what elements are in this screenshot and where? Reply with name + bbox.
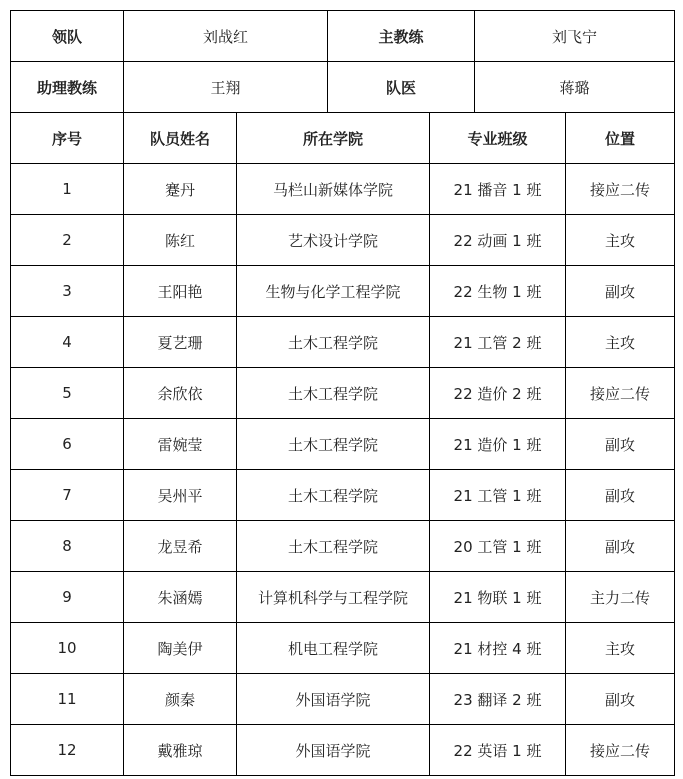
head-coach-value: 刘飞宁 (475, 11, 675, 62)
roster-table (10, 112, 675, 776)
cell-college: 土木工程学院 (237, 368, 430, 419)
table-row (11, 368, 675, 419)
table-row (11, 419, 675, 470)
cell-class: 22 造价 2 班 (430, 368, 566, 419)
cell-class: 21 工管 2 班 (430, 317, 566, 368)
leader-value: 刘战红 (124, 11, 328, 62)
cell-class: 21 物联 1 班 (430, 572, 566, 623)
cell-player-name: 蹇丹 (124, 164, 237, 215)
cell-player-name: 戴雅琼 (124, 725, 237, 776)
cell-position: 副攻 (566, 521, 675, 572)
header-position: 位置 (566, 113, 675, 164)
table-row (11, 470, 675, 521)
cell-college: 外国语学院 (237, 725, 430, 776)
roster-header-row (11, 113, 675, 164)
cell-player-name: 朱涵嫣 (124, 572, 237, 623)
cell-class: 21 造价 1 班 (430, 419, 566, 470)
table-row (11, 317, 675, 368)
header-class: 专业班级 (430, 113, 566, 164)
cell-class: 21 播音 1 班 (430, 164, 566, 215)
cell-index: 5 (11, 368, 124, 419)
cell-position: 接应二传 (566, 368, 675, 419)
cell-index: 11 (11, 674, 124, 725)
cell-position: 主攻 (566, 623, 675, 674)
staff-table (10, 10, 675, 113)
cell-index: 7 (11, 470, 124, 521)
cell-position: 接应二传 (566, 725, 675, 776)
staff-row (11, 11, 675, 62)
cell-player-name: 龙昱希 (124, 521, 237, 572)
cell-class: 22 英语 1 班 (430, 725, 566, 776)
cell-college: 土木工程学院 (237, 521, 430, 572)
cell-player-name: 吴州平 (124, 470, 237, 521)
cell-player-name: 颜秦 (124, 674, 237, 725)
cell-position: 副攻 (566, 266, 675, 317)
doctor-value: 蒋璐 (475, 62, 675, 113)
cell-index: 9 (11, 572, 124, 623)
table-row (11, 215, 675, 266)
cell-position: 主攻 (566, 215, 675, 266)
cell-college: 土木工程学院 (237, 317, 430, 368)
staff-row (11, 62, 675, 113)
cell-player-name: 夏艺珊 (124, 317, 237, 368)
cell-position: 副攻 (566, 674, 675, 725)
head-coach-label: 主教练 (328, 11, 475, 62)
cell-index: 10 (11, 623, 124, 674)
table-row (11, 674, 675, 725)
roster-body (11, 164, 675, 776)
table-row (11, 572, 675, 623)
cell-index: 3 (11, 266, 124, 317)
cell-college: 土木工程学院 (237, 419, 430, 470)
cell-index: 12 (11, 725, 124, 776)
cell-class: 23 翻译 2 班 (430, 674, 566, 725)
leader-label: 领队 (11, 11, 124, 62)
cell-college: 艺术设计学院 (237, 215, 430, 266)
table-row (11, 521, 675, 572)
header-index: 序号 (11, 113, 124, 164)
cell-index: 1 (11, 164, 124, 215)
cell-class: 22 动画 1 班 (430, 215, 566, 266)
cell-position: 主攻 (566, 317, 675, 368)
cell-player-name: 雷婉莹 (124, 419, 237, 470)
cell-class: 20 工管 1 班 (430, 521, 566, 572)
cell-player-name: 余欣依 (124, 368, 237, 419)
table-row (11, 164, 675, 215)
cell-college: 马栏山新媒体学院 (237, 164, 430, 215)
cell-position: 副攻 (566, 419, 675, 470)
cell-player-name: 王阳艳 (124, 266, 237, 317)
cell-class: 21 材控 4 班 (430, 623, 566, 674)
cell-college: 土木工程学院 (237, 470, 430, 521)
cell-player-name: 陶美伊 (124, 623, 237, 674)
cell-position: 接应二传 (566, 164, 675, 215)
cell-index: 8 (11, 521, 124, 572)
header-college: 所在学院 (237, 113, 430, 164)
cell-index: 2 (11, 215, 124, 266)
cell-college: 生物与化学工程学院 (237, 266, 430, 317)
doctor-label: 队医 (328, 62, 475, 113)
cell-college: 外国语学院 (237, 674, 430, 725)
cell-college: 机电工程学院 (237, 623, 430, 674)
assistant-coach-label: 助理教练 (11, 62, 124, 113)
cell-class: 22 生物 1 班 (430, 266, 566, 317)
cell-player-name: 陈红 (124, 215, 237, 266)
cell-position: 主力二传 (566, 572, 675, 623)
assistant-coach-value: 王翔 (124, 62, 328, 113)
cell-class: 21 工管 1 班 (430, 470, 566, 521)
header-player-name: 队员姓名 (124, 113, 237, 164)
cell-college: 计算机科学与工程学院 (237, 572, 430, 623)
table-row (11, 725, 675, 776)
cell-position: 副攻 (566, 470, 675, 521)
team-roster-document (10, 10, 674, 776)
table-row (11, 266, 675, 317)
cell-index: 4 (11, 317, 124, 368)
table-row (11, 623, 675, 674)
cell-index: 6 (11, 419, 124, 470)
